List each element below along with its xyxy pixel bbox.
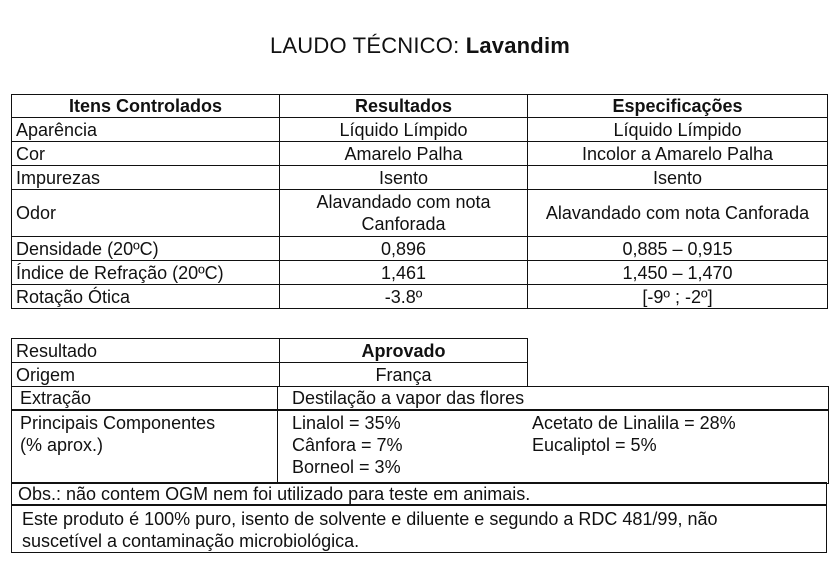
item-cell: Índice de Refração (20ºC)	[12, 261, 280, 285]
result-cell: Alavandado com nota Canforada	[280, 190, 528, 237]
origem-label: Origem	[12, 363, 280, 387]
resultado-value: Aprovado	[280, 339, 528, 363]
table-row	[12, 118, 828, 142]
list-item: Linalol = 35%	[292, 413, 401, 433]
purity-note	[11, 505, 827, 553]
item-cell: Cor	[12, 142, 280, 166]
componentes-row	[11, 409, 829, 484]
item-cell: Rotação Ótica	[12, 285, 280, 309]
componentes-label-line2: (% aprox.)	[20, 435, 104, 455]
item-cell: Odor	[12, 190, 280, 237]
spec-cell: Alavandado com nota Canforada	[528, 190, 828, 237]
list-item: Borneol = 3%	[292, 457, 401, 477]
table-row	[12, 237, 828, 261]
spec-cell: 1,450 – 1,470	[528, 261, 828, 285]
header-especificacoes: Especificações	[528, 95, 828, 118]
header-resultados: Resultados	[280, 95, 528, 118]
table-row	[12, 261, 828, 285]
componentes-column-1	[292, 412, 403, 478]
spec-cell: Isento	[528, 166, 828, 190]
resultado-row	[12, 339, 528, 363]
spec-cell: [-9º ; -2º]	[528, 285, 828, 309]
componentes-label-line1: Principais Componentes	[20, 413, 216, 433]
spec-cell: Líquido Límpido	[528, 118, 828, 142]
spec-table	[11, 94, 828, 309]
obs-row: Obs.: não contem OGM nem foi utilizado para teste em animais.	[11, 482, 827, 505]
origem-value: França	[280, 363, 528, 387]
list-item: Eucaliptol = 5%	[532, 435, 657, 455]
result-cell: 1,461	[280, 261, 528, 285]
item-cell: Aparência	[12, 118, 280, 142]
result-cell: Isento	[280, 166, 528, 190]
componentes-label	[12, 410, 278, 483]
extracao-value: Destilação a vapor das flores	[292, 388, 525, 408]
resultado-label: Resultado	[12, 339, 280, 363]
title-prefix: LAUDO TÉCNICO:	[269, 33, 466, 58]
result-cell: 0,896	[280, 237, 528, 261]
result-table	[11, 338, 528, 387]
origem-row	[12, 363, 528, 387]
result-cell: Líquido Límpido	[280, 118, 528, 142]
product-name: Lavandim	[465, 33, 571, 58]
result-cell: -3.8º	[280, 285, 528, 309]
table-row	[12, 190, 828, 237]
spec-header-row	[12, 95, 828, 118]
purity-note-line1: Este produto é 100% puro, isento de solvente e diluente e segundo a RDC 481/99, não	[22, 509, 718, 529]
table-row	[12, 285, 828, 309]
table-row	[12, 142, 828, 166]
extracao-label: Extração	[12, 387, 278, 410]
purity-note-line2: suscetível a contaminação microbiológica.	[22, 531, 360, 551]
list-item: Cânfora = 7%	[292, 435, 403, 455]
result-cell: Amarelo Palha	[280, 142, 528, 166]
extracao-row	[11, 386, 829, 411]
table-row	[12, 166, 828, 190]
spec-cell: Incolor a Amarelo Palha	[528, 142, 828, 166]
list-item: Acetato de Linalila = 28%	[532, 413, 736, 433]
header-itens: Itens Controlados	[12, 95, 280, 118]
item-cell: Densidade (20ºC)	[12, 237, 280, 261]
document-title	[0, 33, 840, 59]
item-cell: Impurezas	[12, 166, 280, 190]
spec-cell: 0,885 – 0,915	[528, 237, 828, 261]
componentes-column-2	[532, 412, 736, 456]
